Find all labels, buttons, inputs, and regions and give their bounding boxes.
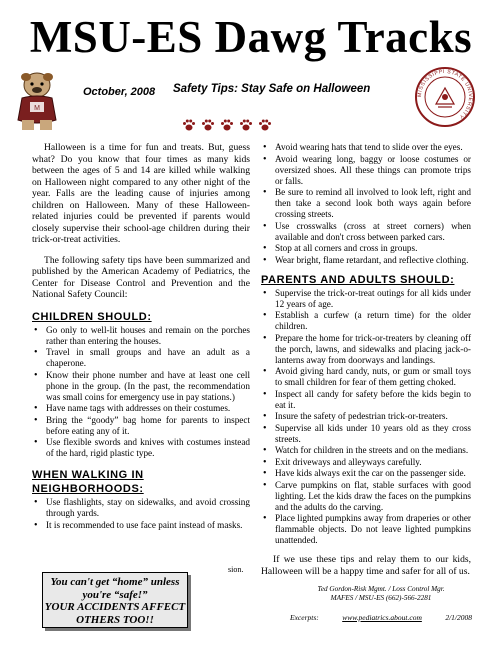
list-item: • Know their phone number and have at least one cell phone in the group. (In the past, the recommendation was small coins for emergency use in pay stations.) [32, 370, 250, 403]
list-item: • Wear bright, flame retardant, and reflective clothing. [261, 255, 471, 266]
list-item: • Use flashlights, stay on sidewalks, and avoid crossing through yards. [32, 497, 250, 519]
notice-line: You can't get “home” unless [50, 576, 180, 588]
notice-line: YOUR ACCIDENTS AFFECT [44, 601, 186, 613]
issue-subtitle: Safety Tips: Stay Safe on Halloween [173, 83, 371, 95]
list-item: • Bring the “goody” bag home for parents to inspect before eating any of it. [32, 415, 250, 437]
list-item: • Use crosswalks (cross at street corners) when available and don't cross between parked cars. [261, 221, 471, 243]
newsletter-title: MSU-ES Dawg Tracks [29, 12, 473, 62]
parents-list [261, 288, 471, 547]
paw-icon [201, 118, 215, 132]
excerpt-date: 2/1/2008 [445, 613, 472, 622]
list-item: • It is recommended to use face paint instead of masks. [32, 520, 250, 531]
list-item: • Have name tags with addresses on their costumes. [32, 403, 250, 414]
list-item: • Stop at all corners and cross in groups. [261, 243, 471, 254]
excerpt-line [290, 613, 472, 622]
university-seal-icon [414, 66, 476, 128]
safety-notice-box [42, 572, 188, 628]
paw-icon [258, 118, 272, 132]
list-item: • Avoid giving hard candy, nuts, or gum or small toys to small children for fear of them getting choked. [261, 366, 471, 388]
list-item: • Have kids always exit the car on the passenger side. [261, 468, 471, 479]
intro-paragraph: Halloween is a time for fun and treats. But, guess what? Do you know that four times as many kids between the ages of 5 and 14 are killed while walking on Halloween night compared to any other night of the year. Falls are the leading cause of injuries among children on Halloween. Many of these Halloween-related injuries could be prevented if parents would closely supervise their school-age children during their trick-or-treat activities. [32, 142, 250, 245]
list-item: • Avoid wearing hats that tend to slide over the eyes. [261, 142, 471, 153]
children-list [32, 325, 250, 460]
credit-line: Ted Gordon-Risk Mgmt. / Loss Control Mgr. [317, 585, 445, 593]
credit-line: MAFES / MSU-ES (662)-566-2281 [330, 594, 432, 602]
right-column [261, 142, 471, 586]
children-heading: CHILDREN SHOULD: [32, 310, 152, 323]
source-link[interactable]: www.pediatrics.about.com [342, 613, 422, 622]
paw-icon [220, 118, 234, 132]
parents-heading: PARENTS AND ADULTS SHOULD: [261, 273, 455, 286]
excerpts-label: Excerpts: [290, 613, 319, 622]
list-item: • Supervise all kids under 10 years old as they cross streets. [261, 423, 471, 445]
closing-paragraph: If we use these tips and relay them to our kids, Halloween will be a happy time and safer for all of us. [261, 554, 471, 577]
list-item: • Travel in small groups and have an adult as a chaperone. [32, 347, 250, 369]
list-item: • Carve pumpkins on flat, stable surfaces with good lighting. Let the kids draw the faces on the pumpkins and the adults do the carving. [261, 480, 471, 513]
notice-line: you're “safe!” [82, 588, 148, 601]
list-item: • Establish a curfew (a return time) for the older children. [261, 310, 471, 332]
notice-line: OTHERS TOO!! [76, 613, 154, 626]
list-item: • Watch for children in the streets and on the medians. [261, 445, 471, 456]
list-item: • Avoid wearing long, baggy or loose costumes or oversized shoes. All these things can promote trips or falls. [261, 154, 471, 187]
paw-divider [182, 118, 272, 132]
author-credits [290, 585, 472, 603]
bulldog-mascot-icon [10, 70, 64, 132]
paw-icon [182, 118, 196, 132]
walking-list [32, 497, 250, 531]
seal-text: MISSISSIPPI STATE UNIVERSITY [416, 68, 474, 120]
list-item: • Prepare the home for trick-or-treaters by cleaning off the porch, lawns, and sidewalks and placing jack-o-lanterns away from doorways and landings. [261, 333, 471, 366]
list-item: • Supervise the trick-or-treat outings for all kids under 12 years of age. [261, 288, 471, 310]
list-item: • Use flexible swords and knives with costumes instead of the hard, rigid plastic type. [32, 437, 250, 459]
svg-text:M: M [34, 105, 40, 112]
list-item: • Exit driveways and alleyways carefully. [261, 457, 471, 468]
walking-heading: WHEN WALKING IN NEIGHBORHOODS: [32, 469, 144, 495]
paw-icon [239, 118, 253, 132]
list-item: • Insure the safety of pedestrian trick-or-treaters. [261, 411, 471, 422]
left-column [32, 142, 250, 531]
source-paragraph: The following safety tips have been summarized and published by the American Academy of Pediatrics, the Center for Disease Control and Prevention and the National Safety Council: [32, 254, 250, 300]
overflow-text: sion. [228, 565, 244, 574]
issue-date: October, 2008 [83, 86, 156, 98]
list-item: • Place lighted pumpkins away from draperies or other flammable objects. Do not leave lighted pumpkins unattended. [261, 513, 471, 546]
list-item: • Go only to well-lit houses and remain on the porches rather than entering the houses. [32, 325, 250, 347]
list-item: • Be sure to remind all involved to look left, right and then take a second look both ways again before crossing streets. [261, 187, 471, 220]
list-item: • Inspect all candy for safety before the kids begin to eat it. [261, 389, 471, 411]
costume-list [261, 142, 471, 266]
